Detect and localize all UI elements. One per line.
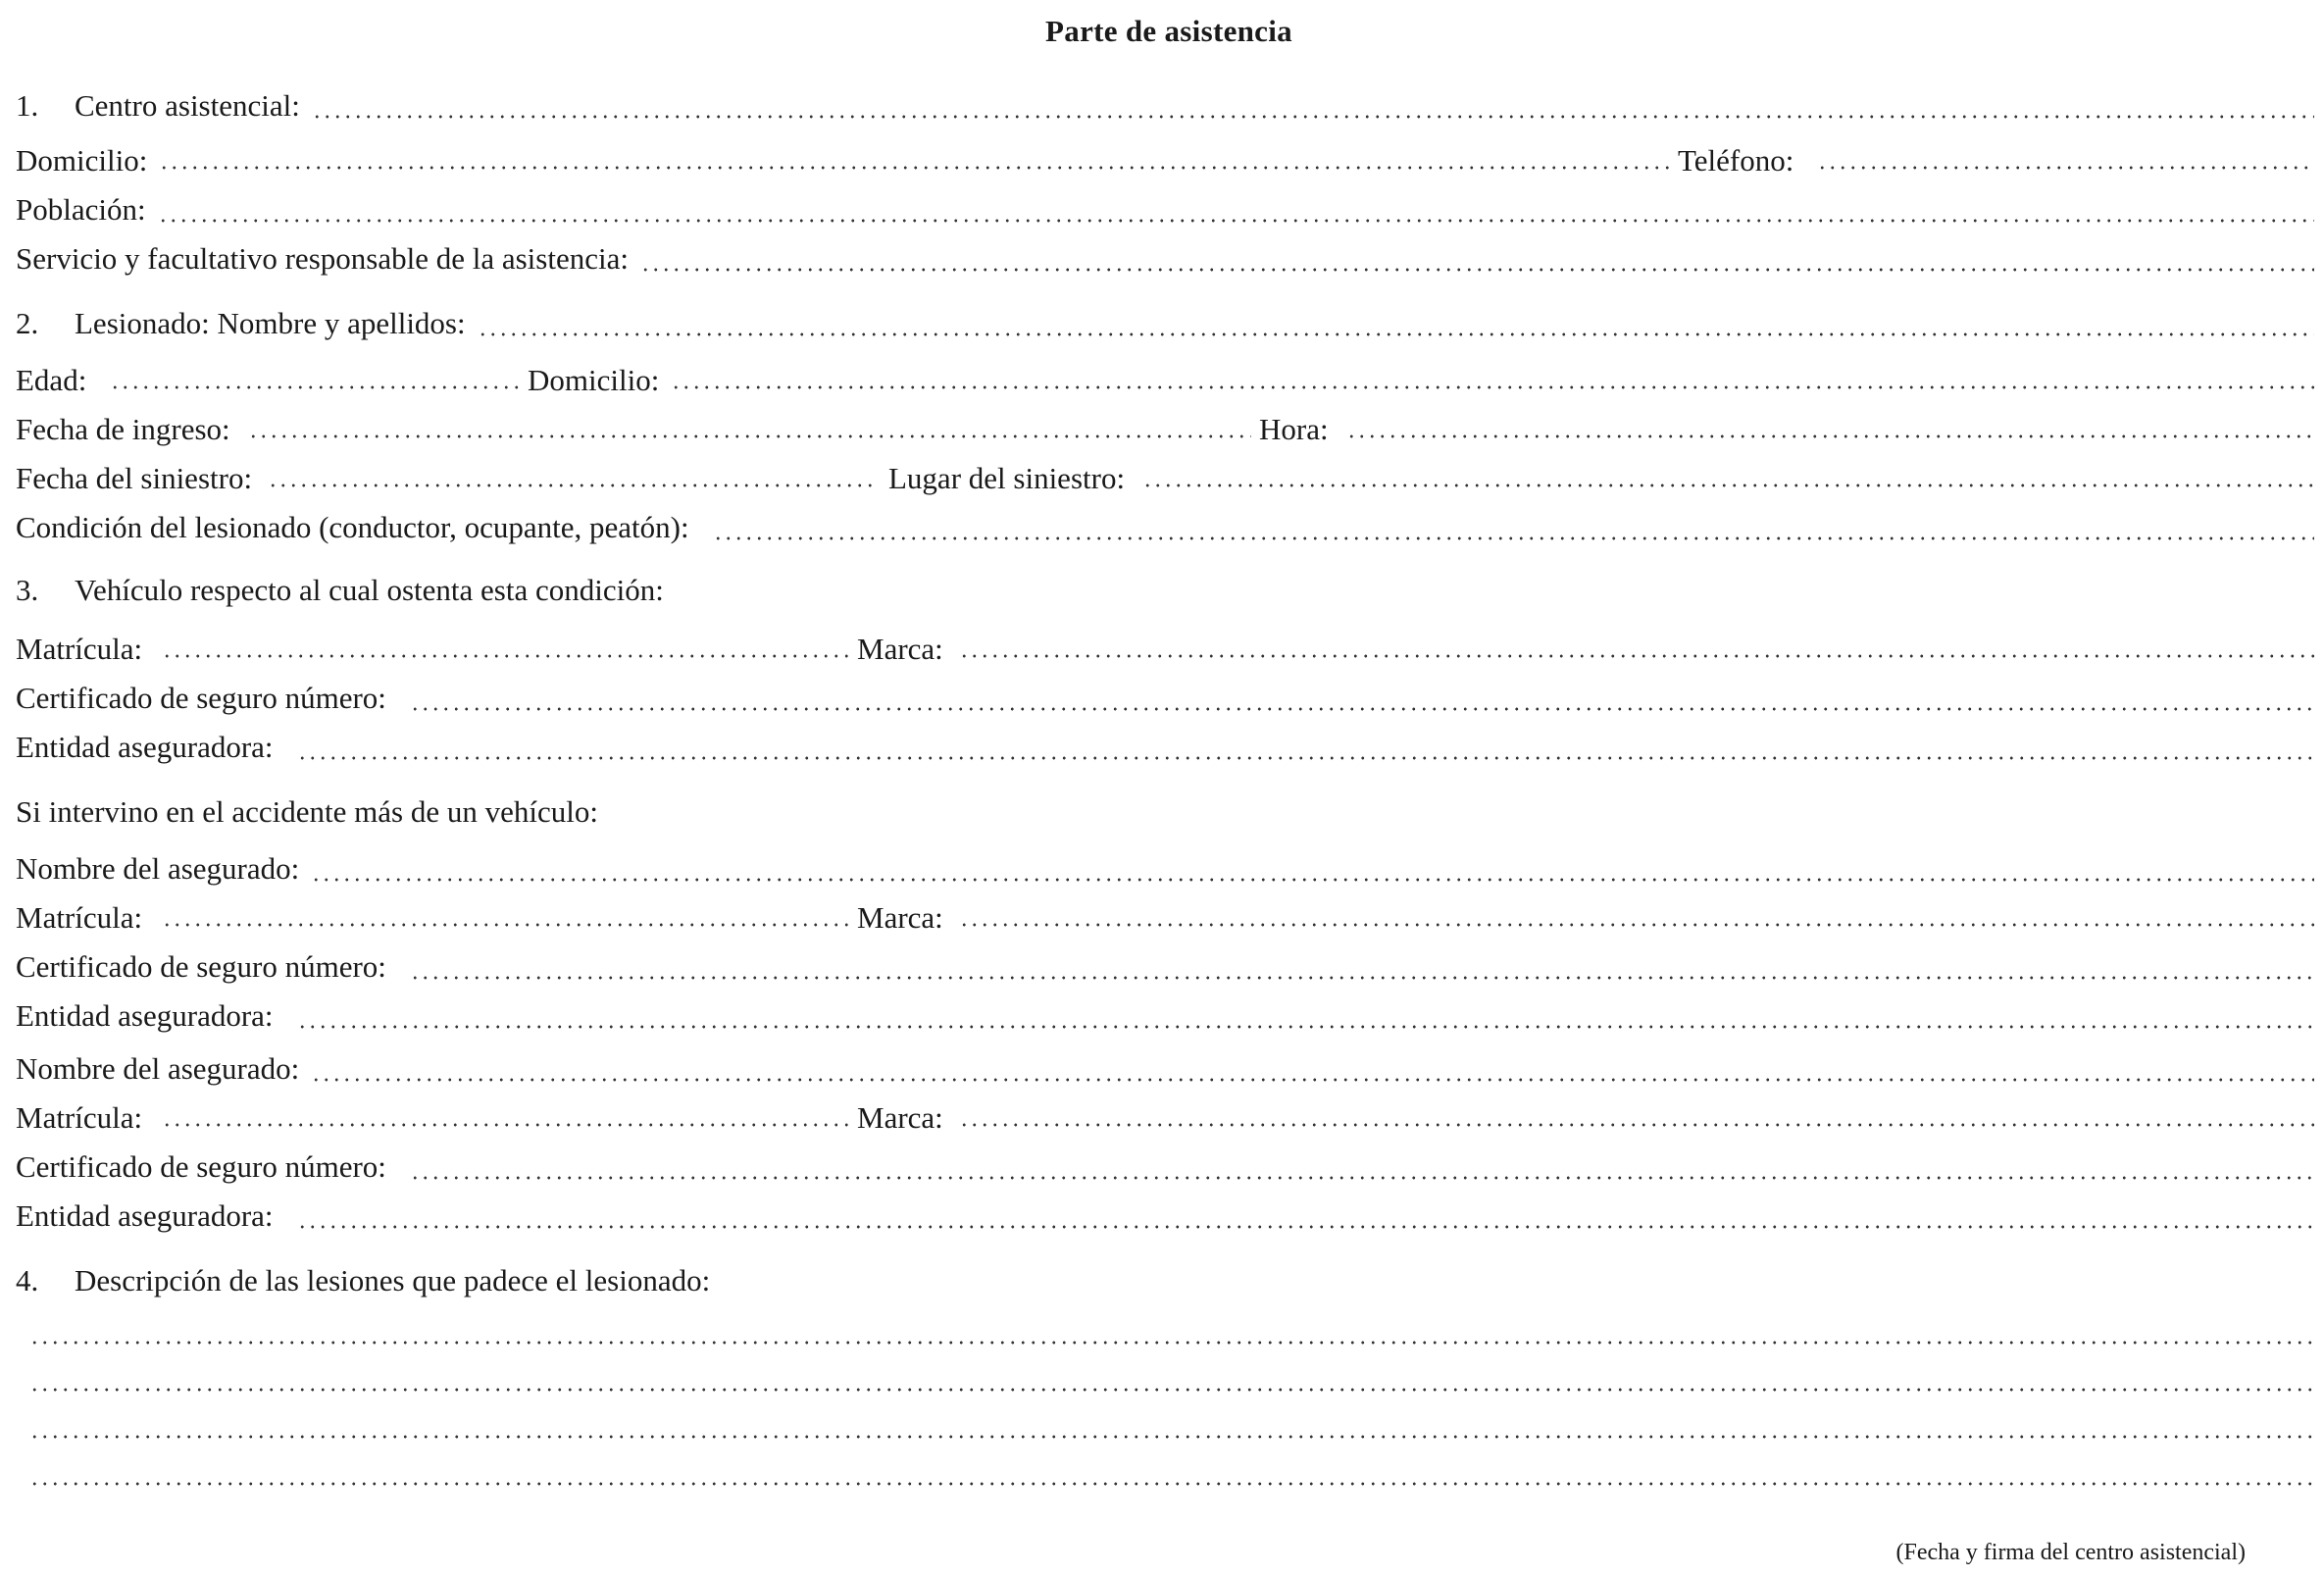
poblacion-field[interactable] [158, 219, 2314, 223]
domicilio-field[interactable] [159, 166, 1670, 170]
row-otros-vehiculos [16, 794, 2314, 834]
marca-field[interactable] [959, 654, 2314, 658]
row-servicio-facultativo [16, 241, 2314, 280]
marca-label: Marca: [857, 1100, 943, 1135]
row-lesionado [16, 306, 2314, 345]
entidad-label: Entidad aseguradora: [16, 1198, 274, 1233]
segment-domicilio-lesionado [520, 363, 2314, 398]
telefono-field[interactable] [1817, 166, 2314, 170]
certificado-label: Certificado de seguro número: [16, 949, 386, 984]
section-number-4: 4. [16, 1263, 39, 1297]
entidad-field[interactable] [297, 1025, 2314, 1029]
entidad-field[interactable] [297, 1225, 2314, 1229]
descripcion-field-line-3[interactable] [29, 1435, 2314, 1439]
domicilio-label: Domicilio: [16, 143, 148, 178]
segment-matricula-1 [16, 632, 849, 667]
entidad-label: Entidad aseguradora: [16, 998, 274, 1033]
certificado-label: Certificado de seguro número: [16, 681, 386, 715]
entidad-label: Entidad aseguradora: [16, 730, 274, 764]
row-centro-asistencial [16, 88, 2314, 127]
matricula-label: Matrícula: [16, 1100, 143, 1135]
entidad-field[interactable] [297, 756, 2314, 760]
row-certificado-3 [16, 1149, 2314, 1189]
row-fecha-ingreso-hora [16, 412, 2314, 451]
row-certificado-2 [16, 949, 2314, 989]
lugar-siniestro-field[interactable] [1142, 483, 2314, 487]
marca-label: Marca: [857, 900, 943, 935]
row-matricula-marca-1 [16, 632, 2314, 671]
marca-field[interactable] [959, 923, 2314, 927]
domicilio-lesionado-label: Domicilio: [528, 363, 660, 397]
row-nombre-asegurado-2 [16, 851, 2314, 890]
matricula-label: Matrícula: [16, 900, 143, 935]
row-matricula-marca-2 [16, 900, 2314, 940]
matricula-label: Matrícula: [16, 632, 143, 666]
row-nombre-asegurado-3 [16, 1051, 2314, 1091]
row-certificado-1 [16, 681, 2314, 720]
row-entidad-2 [16, 998, 2314, 1038]
descripcion-field-line-4[interactable] [29, 1482, 2314, 1486]
fecha-firma-note: (Fecha y firma del centro asistencial) [1895, 1540, 2246, 1565]
segment-fecha-ingreso [16, 412, 1251, 447]
section-number-3: 3. [16, 573, 39, 607]
matricula-field[interactable] [162, 654, 849, 658]
segment-edad [16, 363, 520, 398]
segment-telefono [1670, 143, 2314, 178]
servicio-field[interactable] [640, 268, 2314, 272]
lugar-siniestro-label: Lugar del siniestro: [888, 461, 1126, 495]
descripcion-line-4 [16, 1455, 2314, 1495]
centro-asistencial-label: Centro asistencial: [75, 88, 300, 123]
nombre-asegurado-label: Nombre del asegurado: [16, 851, 300, 886]
lesionado-field[interactable] [478, 332, 2314, 336]
row-condicion-lesionado [16, 510, 2314, 549]
nombre-asegurado-field[interactable] [311, 1078, 2314, 1082]
certificado-field[interactable] [410, 707, 2314, 711]
hora-field[interactable] [1346, 434, 2314, 438]
row-domicilio-telefono [16, 143, 2314, 182]
edad-field[interactable] [110, 385, 520, 389]
descripcion-field-line-1[interactable] [29, 1341, 2314, 1345]
segment-marca-2 [849, 900, 2314, 936]
segment-hora [1251, 412, 2314, 447]
descripcion-field-line-2[interactable] [29, 1388, 2314, 1392]
fecha-siniestro-field[interactable] [268, 483, 879, 487]
nombre-asegurado-label: Nombre del asegurado: [16, 1051, 300, 1086]
row-poblacion [16, 192, 2314, 231]
certificado-field[interactable] [410, 1176, 2314, 1180]
certificado-field[interactable] [410, 976, 2314, 980]
descripcion-line-1 [16, 1314, 2314, 1353]
domicilio-lesionado-field[interactable] [671, 385, 2314, 389]
fecha-ingreso-label: Fecha de ingreso: [16, 412, 230, 446]
fecha-ingreso-field[interactable] [248, 434, 1251, 438]
segment-marca-1 [849, 632, 2314, 667]
condicion-label: Condición del lesionado (conductor, ocupante, peatón): [16, 510, 689, 544]
descripcion-line-2 [16, 1361, 2314, 1400]
matricula-field[interactable] [162, 923, 849, 927]
row-matricula-marca-3 [16, 1100, 2314, 1140]
poblacion-label: Población: [16, 192, 146, 227]
centro-asistencial-field[interactable] [312, 115, 2314, 119]
matricula-field[interactable] [162, 1123, 849, 1127]
segment-fecha-siniestro [16, 461, 879, 496]
row-fecha-lugar-siniestro [16, 461, 2314, 500]
servicio-label: Servicio y facultativo responsable de la asistencia: [16, 241, 629, 276]
otros-vehiculos-label: Si intervino en el accidente más de un vehículo: [16, 794, 598, 829]
row-entidad-1 [16, 730, 2314, 769]
condicion-field[interactable] [713, 536, 2314, 540]
row-vehiculo-heading [16, 573, 2314, 612]
row-descripcion-lesiones [16, 1263, 2314, 1302]
telefono-label: Teléfono: [1678, 143, 1794, 178]
segment-matricula-2 [16, 900, 849, 936]
certificado-label: Certificado de seguro número: [16, 1149, 386, 1184]
section-number-2: 2. [16, 306, 39, 340]
segment-matricula-3 [16, 1100, 849, 1136]
fecha-siniestro-label: Fecha del siniestro: [16, 461, 253, 495]
descripcion-label: Descripción de las lesiones que padece el lesionado: [75, 1263, 711, 1297]
segment-domicilio [16, 143, 1670, 178]
lesionado-label: Lesionado: Nombre y apellidos: [75, 306, 466, 340]
row-entidad-3 [16, 1198, 2314, 1238]
marca-field[interactable] [959, 1123, 2314, 1127]
section-number-1: 1. [16, 88, 39, 123]
edad-label: Edad: [16, 363, 87, 397]
marca-label: Marca: [857, 632, 943, 666]
hora-label: Hora: [1259, 412, 1329, 446]
descripcion-line-3 [16, 1408, 2314, 1448]
segment-marca-3 [849, 1100, 2314, 1136]
row-edad-domicilio [16, 363, 2314, 402]
form-title: Parte de asistencia [1045, 14, 1292, 48]
nombre-asegurado-field[interactable] [311, 878, 2314, 882]
vehiculo-label: Vehículo respecto al cual ostenta esta condición: [75, 573, 664, 607]
segment-lugar-siniestro [879, 461, 2314, 496]
